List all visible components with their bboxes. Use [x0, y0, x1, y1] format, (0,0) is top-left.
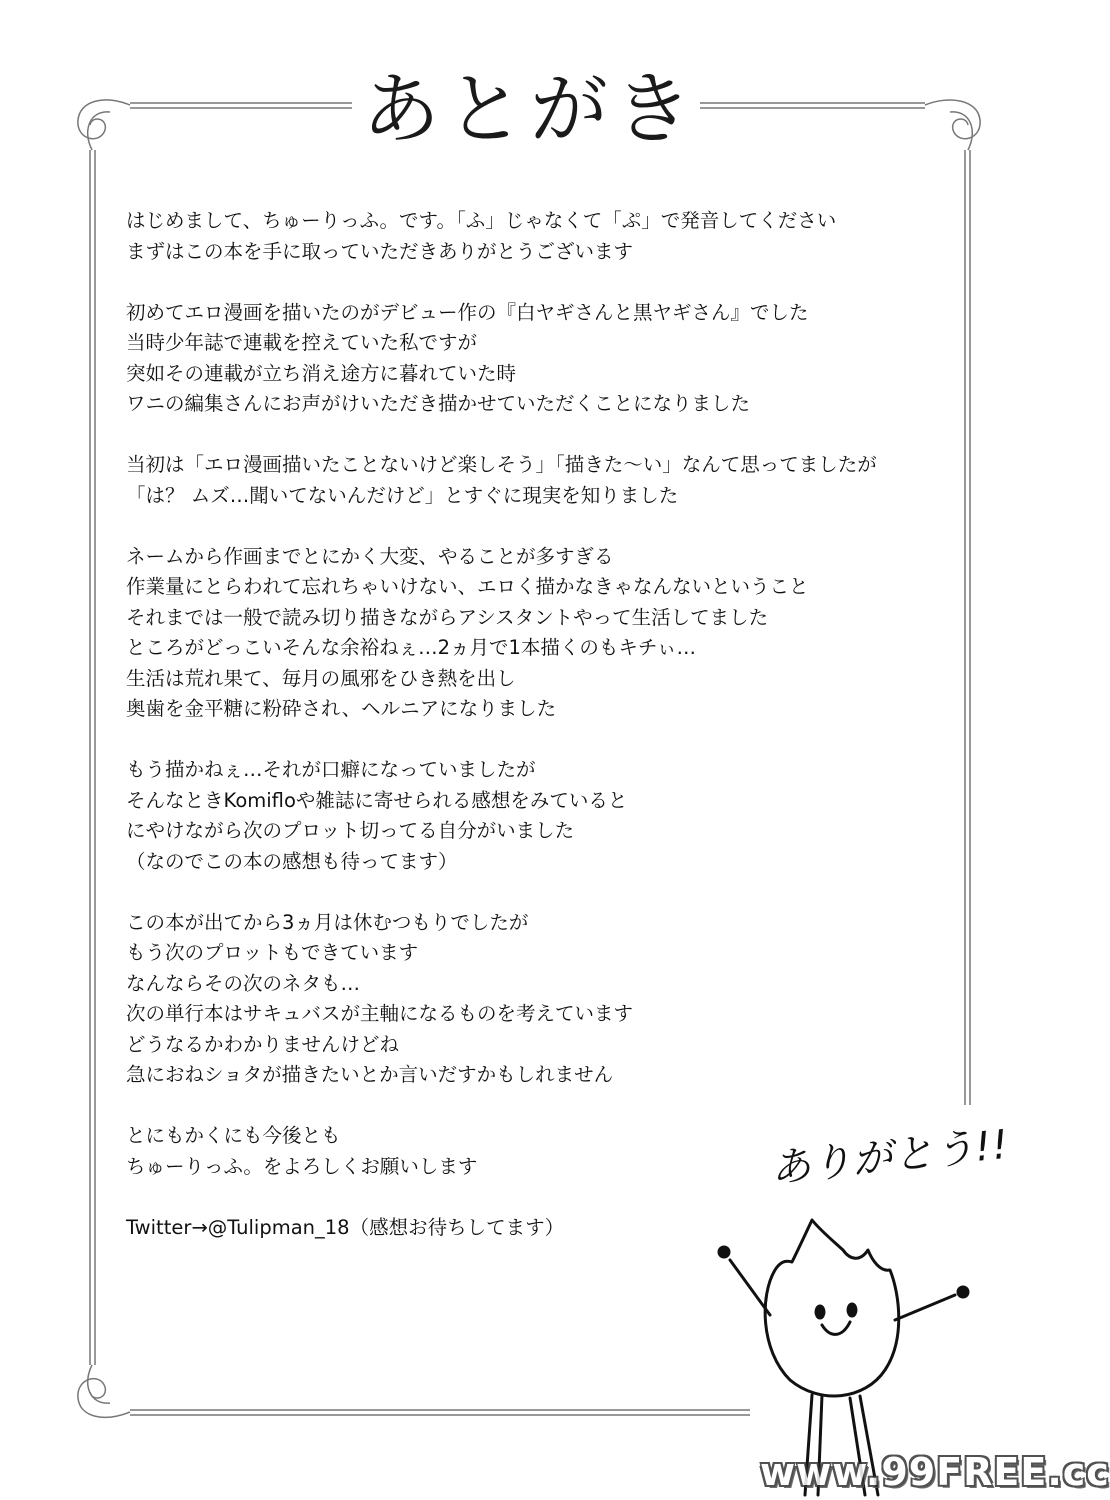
text-line: なんならその次のネタも…: [126, 971, 361, 995]
text-line: 次の単行本はサキュバスが主軸になるものを考えています: [126, 1002, 634, 1025]
page-title: あとがき: [361, 65, 698, 155]
text-line: 当初は「エロ漫画描いたことないけど楽しそう」「描きた〜い」なんて思ってましたが: [126, 453, 877, 476]
text-line: 奥歯を金平糖に粉砕され、ヘルニアになりました: [126, 697, 557, 720]
paragraph-4: [126, 542, 946, 725]
text-line: にやけながら次のプロット切ってる自分がいました: [126, 819, 575, 842]
text-line: 生活は荒れ果て、毎月の風邪をひき熱を出し: [126, 666, 516, 690]
text-line: そんなときKomifloや雑誌に寄せられる感想をみていると: [126, 788, 628, 812]
text-line: ところがどっこいそんな余裕ねぇ…2ヵ月で1本描くのもキチぃ…: [126, 636, 697, 659]
paragraph-5: [126, 755, 946, 877]
text-line: もう次のプロットもできています: [126, 941, 419, 964]
text-line: それまでは一般で読み切り描きながらアシスタントやって生活してました: [126, 605, 769, 629]
text-line: 当時少年誌で連載を控えていた私ですが: [126, 331, 478, 354]
text-line: 作業量にとらわれて忘れちゃいけない、エロく描かなきゃなんないということ: [126, 575, 809, 598]
paragraph-1: [126, 206, 946, 267]
text-line: とにもかくにも今後とも: [126, 1124, 341, 1147]
afterword-body: [126, 206, 946, 1274]
twitter-handle: Twitter→@Tulipman_18（感想お待ちしてます）: [126, 1215, 565, 1239]
text-line: もう描かねぇ…それが口癖になっていましたが: [126, 758, 536, 781]
site-watermark: www.99FREE.cc: [760, 1450, 1110, 1494]
text-line: 初めてエロ漫画を描いたのがデビュー作の『白ヤギさんと黒ヤギさん』でした: [126, 300, 809, 324]
text-line: （なのでこの本の感想も待ってます）: [126, 849, 458, 873]
text-line: 「は？ ムズ…聞いてないんだけど」とすぐに現実を知りました: [126, 483, 679, 507]
text-line: 突如その連載が立ち消え途方に暮れていた時: [126, 361, 517, 385]
text-line: ちゅーりっふ。をよろしくお願いします: [126, 1154, 478, 1178]
text-line: この本が出てから3ヵ月は休むつもりでしたが: [126, 910, 529, 934]
text-line: どうなるかわかりませんけどね: [126, 1032, 400, 1056]
text-line: まずはこの本を手に取っていただきありがとうございます: [126, 239, 634, 263]
text-line: ワニの編集さんにお声がけいただき描かせていただくことになりました: [126, 392, 751, 415]
text-line: ネームから作画までとにかく大変、やることが多すぎる: [126, 544, 614, 568]
paragraph-2: [126, 298, 946, 420]
text-line: 急におねショタが描きたいとか言いだすかもしれません: [126, 1063, 614, 1086]
text-line: はじめまして、ちゅーりっふ。です。「ふ」じゃなくて「ぷ」で発音してください: [126, 209, 837, 232]
paragraph-3: [126, 450, 946, 511]
paragraph-6: [126, 908, 946, 1091]
thanks-handwritten: ありがとう!!: [768, 1121, 1012, 1193]
